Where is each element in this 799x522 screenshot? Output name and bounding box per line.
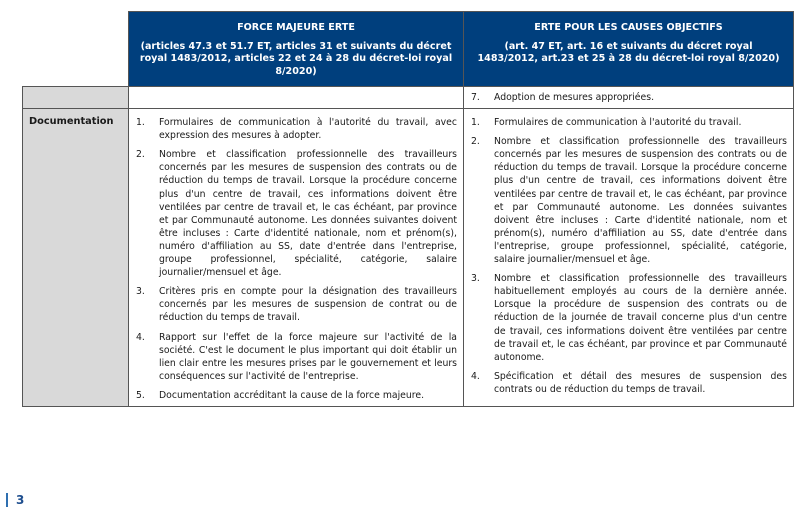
header-blank-cell xyxy=(23,12,129,87)
item-text: Documentation accréditant la cause de la force majeure. xyxy=(159,389,425,401)
item-text: Nombre et classification professionnelle des travailleurs concernés par les mesures de suspension des contrats ou de réduction du temps de travail. Lorsque la procédure concerne plus d'un centre de travail, ces informations doivent être ventilées par centre de travail et, le cas échéant, par province et par Communauté autonome. Les données suivantes doivent être incluses : Carte d'identité nationale, nom et prénom(s), numéro d'affiliation au SS, date d'entrée dans l'entreprise, groupe professionnel, spécialité, catégorie, salaire journalier/mensuel et âge. xyxy=(159,149,457,279)
header-causes-objectifs xyxy=(464,12,794,87)
list-item xyxy=(468,91,787,104)
item-text: Formulaires de communication à l'autorité du travail. xyxy=(494,117,742,129)
row-label-documentation: Documentation xyxy=(23,109,129,407)
list-item xyxy=(468,370,787,396)
col1-subtitle: (articles 47.3 et 51.7 ET, articles 31 et suivants du décret royal 1483/2012, articles 22 et 24 à 28 du décret-loi royal 8/2020) xyxy=(139,40,453,77)
documentation-col1-cell xyxy=(129,109,464,407)
item-text: Adoption de mesures appropriées. xyxy=(494,92,655,103)
list-item xyxy=(133,331,457,383)
item-text: Nombre et classification professionnelle des travailleurs concernés par les mesures de suspension des contrats ou de réduction du temps de travail. Lorsque la procédure concerne plus d'un centre de travail, ces informations doivent être ventilées par centre de travail et, le cas échéant, par province et par Communauté autonome. Les données suivantes doivent être incluses : Carte d'identité nationale, nom et prénom(s), numéro d'affiliation au SS, date d'entrée dans l'entreprise, groupe professionnel, spécialité, catégorie, salaire journalier/mensuel et âge. xyxy=(494,136,787,266)
item-text: Formulaires de communication à l'autorité du travail, avec expression des mesures à adopter. xyxy=(159,117,457,142)
col1-title: FORCE MAJEURE ERTE xyxy=(237,22,355,33)
item-number: 7. xyxy=(471,92,480,103)
page-number: 3 xyxy=(6,493,24,507)
item-number: 4. xyxy=(471,370,480,382)
comparison-table xyxy=(22,11,794,407)
list-item xyxy=(133,148,457,279)
item-number: 1. xyxy=(471,117,480,129)
col2-subtitle: (art. 47 ET, art. 16 et suivants du décret royal 1483/2012, art.23 et 25 à 28 du décret-loi royal 8/2020) xyxy=(477,40,780,64)
continued-label-cell xyxy=(23,87,129,109)
list-item xyxy=(468,116,787,129)
item-text: Critères pris en compte pour la désignation des travailleurs concernés par les mesures de suspension de contrat ou de réduction du temps de travail. xyxy=(159,286,457,324)
list-item xyxy=(468,272,787,364)
list-item xyxy=(133,285,457,324)
item-text: Spécification et détail des mesures de suspension des contrats ou de réduction du temps de travail. xyxy=(494,370,787,395)
list-item xyxy=(468,135,787,266)
list-item xyxy=(133,116,457,142)
list-item xyxy=(133,389,457,402)
item-number: 4. xyxy=(136,331,145,343)
header-row xyxy=(23,12,794,87)
item-number: 3. xyxy=(471,273,480,285)
continued-col2-cell xyxy=(464,87,794,109)
item-number: 2. xyxy=(471,136,480,148)
item-text: Nombre et classification professionnelle des travailleurs habituellement employés au cours de la dernière année. Lorsque la procédure de suspension des contrats ou de réduction de la journée de travail concerne plus d'un centre de travail, ces informations doivent être ventilées par centre de travail et, le cas échéant, par province et par Communauté autonome. xyxy=(494,273,787,363)
item-number: 5. xyxy=(136,389,145,401)
header-force-majeure xyxy=(129,12,464,87)
documentation-row xyxy=(23,109,794,407)
item-text: Rapport sur l'effet de la force majeure sur l'activité de la société. C'est le document le plus important qui doit établir un lien clair entre les mesures prises par le gouvernement et leurs conséquences sur l'activité de l'entreprise. xyxy=(159,331,457,382)
continued-col1-cell xyxy=(129,87,464,109)
item-number: 1. xyxy=(136,117,145,129)
item-number: 3. xyxy=(136,286,145,298)
continued-row xyxy=(23,87,794,109)
documentation-col2-cell xyxy=(464,109,794,407)
col2-title: ERTE POUR LES CAUSES OBJECTIFS xyxy=(534,22,723,33)
item-number: 2. xyxy=(136,149,145,161)
